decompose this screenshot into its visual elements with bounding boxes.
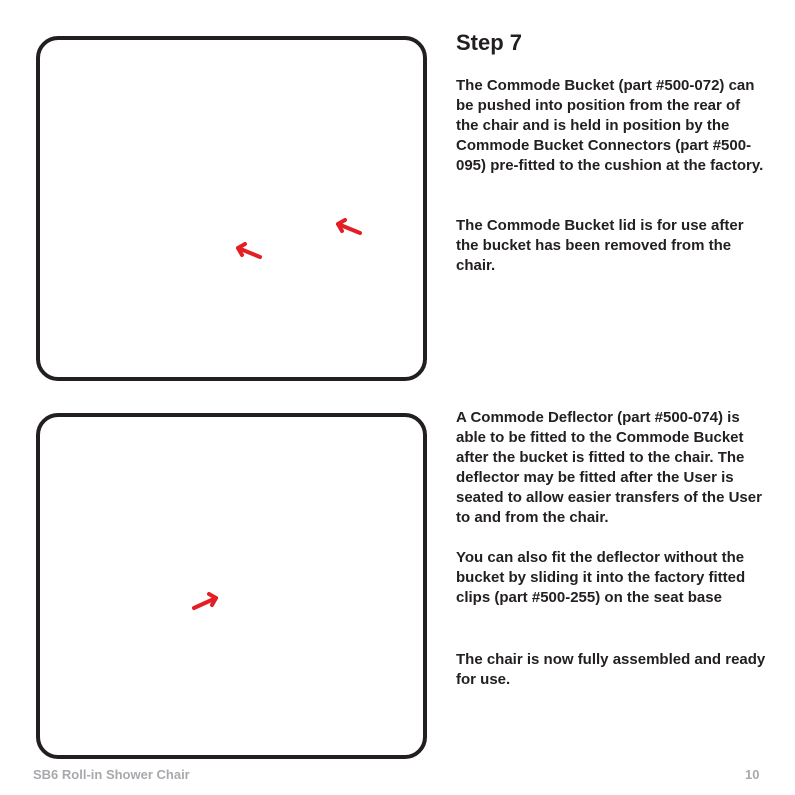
instruction-paragraph: You can also fit the deflector without the bucket by sliding it into the factory fitted clips (part #500-255) on the seat base xyxy=(456,549,746,606)
instruction-paragraph: The chair is now fully assembled and ready for use. xyxy=(456,651,766,688)
instruction-paragraph: A Commode Deflector (part #500-074) is able to be fitted to the Commode Bucket after the bucket is fitted to the chair. The deflector may be fitted after the User is seated to allow easier transfers of the User to and from the chair. xyxy=(456,409,762,526)
instruction-paragraph: The Commode Bucket (part #500-072) can be pushed into position from the rear of the chair and is held in position by the Commode Bucket Connectors (part #500-095) pre-fitted to the cushion at the factory. xyxy=(456,77,764,174)
illustration-frame-top xyxy=(36,36,427,381)
red-arrow-icon xyxy=(334,218,364,238)
red-arrow-icon xyxy=(190,592,220,612)
illustration-frame-bottom xyxy=(36,413,427,759)
red-arrow-icon xyxy=(234,242,264,262)
footer-document-title: SB6 Roll-in Shower Chair xyxy=(33,767,190,782)
step-title: Step 7 xyxy=(456,30,523,55)
page-number: 10 xyxy=(745,767,760,782)
instruction-paragraph: The Commode Bucket lid is for use after the bucket has been removed from the chair. xyxy=(456,217,744,274)
